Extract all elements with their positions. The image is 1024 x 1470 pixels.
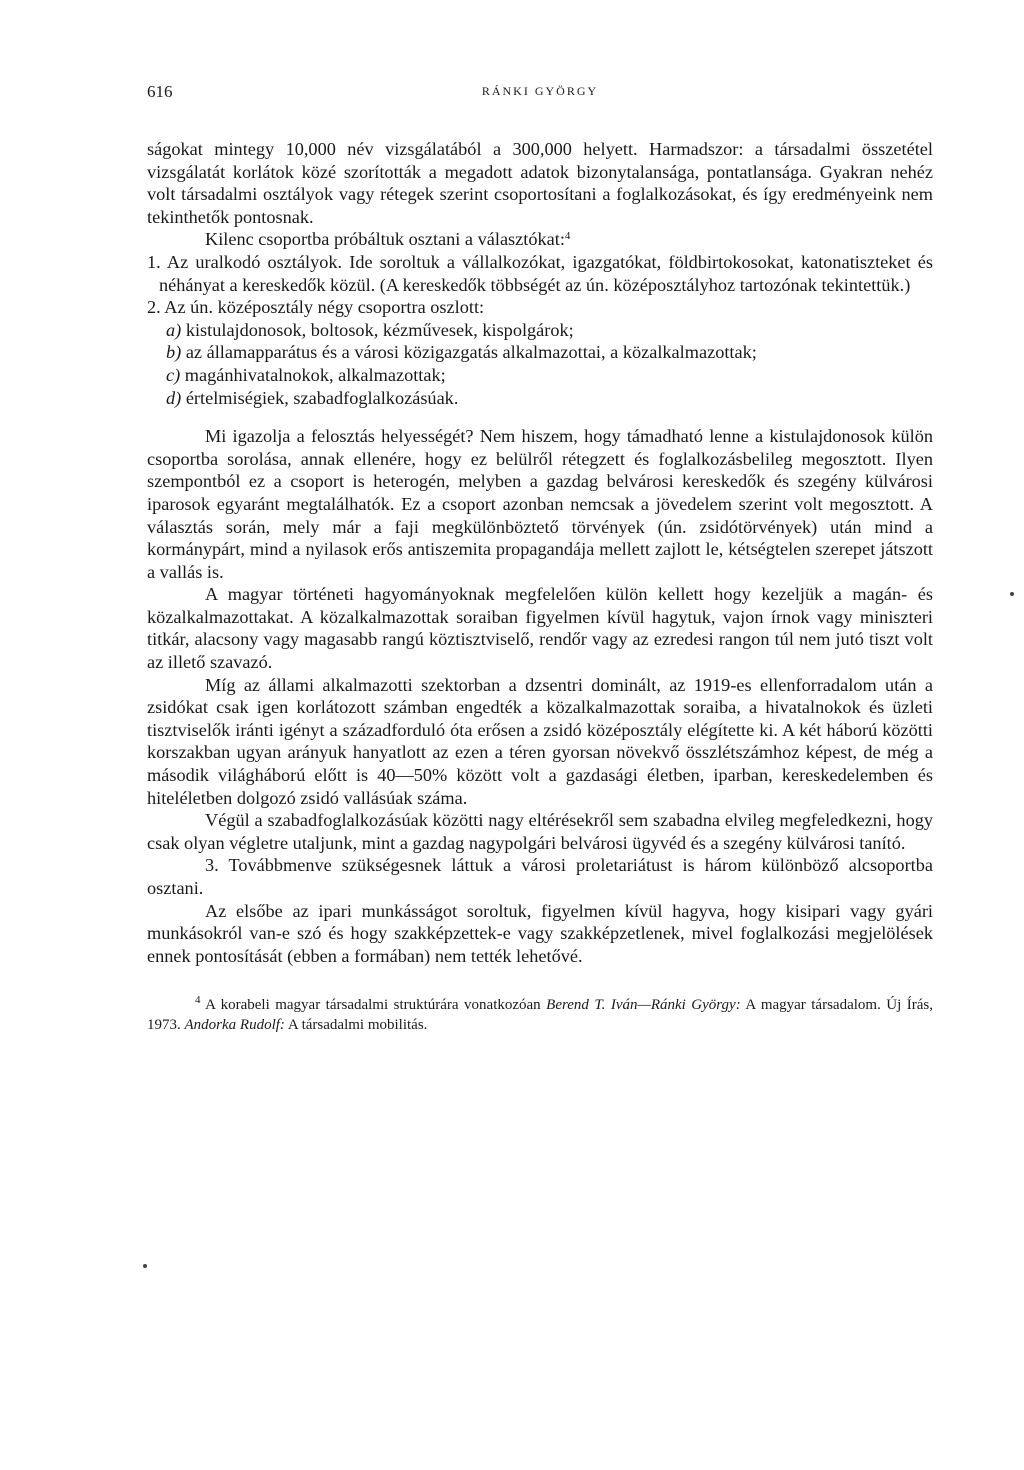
page-number: 616 (147, 82, 173, 101)
paragraph-groups-intro (147, 228, 933, 251)
paragraph-industrial-workers: Az elsőbe az ipari munkásságot soroltuk, figyelmen kívül hagyva, hogy kisipari vagy gyári munkásokról van-e szó és hogy szakképzettek-e vagy szakképzetlenek, mivel foglalkozási megjelölések ennek pontosítását (ebben a formában) nem tették lehetővé. (147, 900, 933, 966)
margin-speck (1010, 592, 1014, 596)
list-item-middle-class: 2. Az ún. középosztály négy csoportra oszlott: (147, 297, 485, 318)
running-head: RÁNKI GYÖRGY (481, 84, 599, 98)
footnote-part-3: A társadalmi mobilitás. (287, 1017, 428, 1034)
page-header (147, 82, 933, 106)
page (147, 82, 933, 1035)
paragraph-continued: ságokat mintegy 10,000 név vizsgálatából a 300,000 helyett. Harmadszor: a társadalmi összetétel vizsgálatát korlátok közé szorították a megadott adatok bizonytalansága, pontatlansága. Gyakran nehéz volt társadalmi osztályok vagy rétegek szerint csoportosítani a foglalkozásokat, és így eredményeink nem tekinthetők pontosnak. (147, 139, 933, 227)
sub-item-a (147, 319, 933, 342)
footnote-text (147, 995, 933, 1035)
sub-item-b-label: b) (166, 342, 182, 363)
sub-item-a-text: kistulajdonosok, boltosok, kézművesek, kispolgárok; (185, 319, 574, 340)
footnote-part-1: A korabeli magyar társadalmi struktúrára vonatkozóan (205, 997, 541, 1014)
list-item-ruling-classes: 1. Az uralkodó osztályok. Ide soroltuk a vállalkozókat, igazgatókat, földbirtokosokat, katonatiszteket és néhányat a kereskedők közül. (A kereskedők többségét az ún. középosztályhoz tartozónak tekintettük.) (147, 251, 933, 295)
sub-item-c-label: c) (166, 364, 181, 385)
footnote (147, 995, 933, 1035)
paragraph-employees: A magyar történeti hagyományoknak megfelelően külön kellett hogy kezeljük a magán- és közalkalmazottakat. A közalkalmazottak soraiban figyelmen kívül hagytuk, vajon írnok vagy miniszteri titkár, alacsony vagy magasabb rangú köztisztviselő, rendőr vagy az ezredesi rangon túl nem jutó tiszt volt az illető szavazó. (147, 584, 933, 673)
sub-item-b (147, 341, 933, 364)
paragraph-justification: Mi igazolja a felosztás helyességét? Nem hiszem, hogy támadható lenne a kistulajdonosok külön csoportba sorolása, annak ellenére, hogy ez belülről rétegzett és foglalkozásbelileg megosztott. Ilyen szempontból ez a csoport is heterogén, melyben a gazdag belvárosi kereskedők és szegény külvárosi iparosok egyaránt megtalálhatók. Ez a csoport azonban nemcsak a jövedelem szerint volt megosztott. A választás során, mely már a faji megkülönböztető törvények (ún. zsidótörvények) után mind a kormánypárt, mind a nyilasok erős antiszemita propagandája mellett zajlott le, kétségtelen szerepet játszott a vallás is. (147, 426, 933, 582)
sub-item-d-text: értelmiségiek, szabadfoglalkozásúak. (185, 387, 459, 408)
footnote-part-2: A magyar társadalom. Új Írás, 1973. (147, 997, 933, 1034)
paragraph-state-sector: Míg az állami alkalmazotti szektorban a dzsentri dominált, az 1919-es ellenforradalom után a zsidókat csak igen korlátozott számban engedték a közalkalmazottak soraiba, a hivatalnokok és üzleti tisztviselők iránti igényt a századforduló óta erősen a zsidó középosztály elégítette ki. A két háború közötti korszakban ugyan arányuk hanyatlott az ezen a téren gyorsan növekvő összlétszámhoz képest, de még a második világháború előtt is 40—50% között volt a gazdasági életben, iparban, kereskedelemben és hiteléletben dolgozó zsidó vallásúak száma. (147, 674, 933, 808)
paragraph-proletariat: 3. Továbbmenve szükségesnek láttuk a városi proletariátust is három különböző alcsoportba osztani. (147, 855, 933, 898)
sub-item-a-label: a) (166, 319, 182, 340)
sub-item-c-text: magánhivatalnokok, alkalmazottak; (184, 364, 446, 385)
sub-item-c (147, 364, 933, 387)
footnote-author-2: Andorka Rudolf: (184, 1017, 285, 1034)
footnote-number: 4 (195, 994, 201, 1007)
paragraph-groups-text: Kilenc csoportba próbáltuk osztani a választókat: (205, 229, 565, 250)
sub-item-d-label: d) (166, 387, 182, 408)
footnote-author-1: Berend T. Iván—Ránki György: (546, 997, 741, 1014)
sub-item-d (147, 387, 933, 410)
footnote-ref: 4 (564, 230, 571, 243)
margin-speck (143, 1264, 147, 1268)
sub-item-b-text: az államapparátus és a városi közigazgatás alkalmazottai, a közalkalmazottak; (185, 342, 757, 363)
paragraph-professions: Végül a szabadfoglalkozásúak közötti nagy eltérésekről sem szabadna elvileg megfeledkezni, hogy csak olyan végletre utaljunk, mint a gazdag nagypolgári belvárosi ügyvéd és a szegény külvárosi tanító. (147, 810, 933, 853)
body-text (147, 138, 933, 967)
